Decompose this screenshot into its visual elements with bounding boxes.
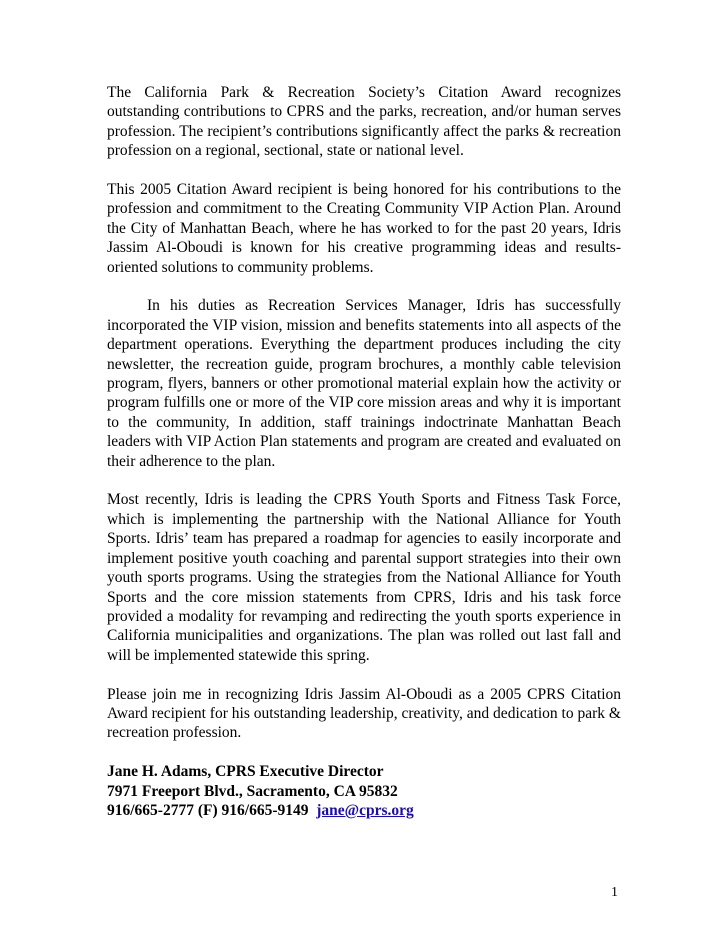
signature-phone-fax: 916/665-2777 (F) 916/665-9149 bbox=[107, 801, 309, 819]
signature-address: 7971 Freeport Blvd., Sacramento, CA 95832 bbox=[107, 782, 398, 800]
email-link[interactable]: jane@cprs.org bbox=[316, 801, 414, 819]
signature-name-title: Jane H. Adams, CPRS Executive Director bbox=[107, 763, 384, 781]
paragraph-duties: In his duties as Recreation Services Manager, Idris has successfully incorporated the VIP vision, mission and benefits statements into all aspects of the department operations. Everything the department produces including the city newsletter, the recreation guide, program brochures, a monthly cable television program, flyers, banners or other promotional material explain how the activity or program fulfills one or more of the VIP core mission areas and why it is important to the community, In addition, staff trainings indoctrinate Manhattan Beach leaders with VIP Action Plan statements and program are created and evaluated on their adherence to the plan. bbox=[107, 297, 621, 470]
paragraph-closing: Please join me in recognizing Idris Jassim Al-Oboudi as a 2005 CPRS Citation Award recipient for his outstanding leadership, creativity, and dedication to park & recreation profession. bbox=[107, 685, 621, 742]
paragraph-recipient-intro: This 2005 Citation Award recipient is being honored for his contributions to the profession and commitment to the Creating Community VIP Action Plan. Around the City of Manhattan Beach, where he has worked to for the past 20 years, Idris Jassim Al-Oboudi is known for his creative programming ideas and results-oriented solutions to community problems. bbox=[107, 181, 621, 276]
paragraph-award-intro: The California Park & Recreation Society’s Citation Award recognizes outstanding contributions to CPRS and the parks, recreation, and/or human serves profession. The recipient’s contributions significantly affect the parks & recreation profession on a regional, sectional, state or national level. bbox=[107, 84, 621, 160]
paragraph-youth-sports: Most recently, Idris is leading the CPRS Youth Sports and Fitness Task Force, which is implementing the partnership with the National Alliance for Youth Sports. Idris’ team has prepared a roadmap for agencies to easily incorporate and implement positive youth coaching and parental support strategies into their own youth sports programs. Using the strategies from the National Alliance for Youth Sports and the core mission statements from CPRS, Idris and his task force provided a modality for revamping and redirecting the youth sports experience in California municipalities and organizations. The plan was rolled out last fall and will be implemented statewide this spring. bbox=[107, 491, 621, 664]
letter-body bbox=[107, 83, 621, 820]
page-number: 1 bbox=[611, 885, 618, 900]
signature-block bbox=[107, 762, 621, 820]
signature-contact bbox=[107, 801, 621, 820]
